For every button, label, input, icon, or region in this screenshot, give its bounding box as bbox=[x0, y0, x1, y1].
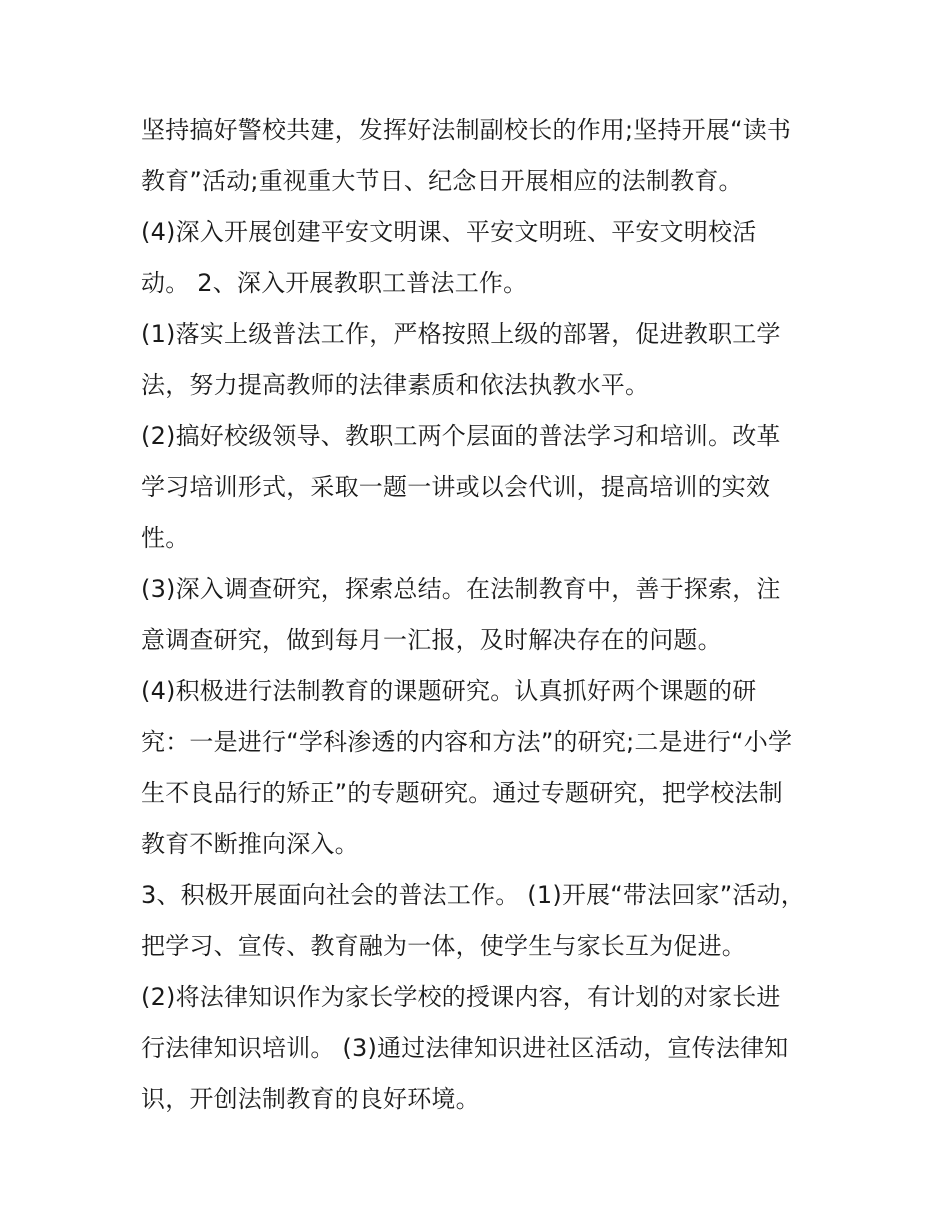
text-line: 识，开创法制教育的良好环境。 bbox=[141, 1085, 480, 1113]
text-line: (1)落实上级普法工作，严格按照上级的部署，促进教职工学 bbox=[141, 320, 781, 348]
text-line: 教育不断推向深入。 bbox=[141, 830, 359, 858]
text-line: (4)深入开展创建平安文明课、平安文明班、平安文明校活 bbox=[141, 218, 757, 246]
text-line: 教育”活动;重视重大节日、纪念日开展相应的法制教育。 bbox=[141, 167, 743, 195]
text-line: 究：一是进行“学科渗透的内容和方法”的研究;二是进行“小学 bbox=[141, 728, 793, 756]
text-line: 性。 bbox=[141, 524, 190, 552]
text-line: 生不良品行的矫正”的专题研究。通过专题研究，把学校法制 bbox=[141, 779, 783, 807]
text-line: (3)深入调查研究，探索总结。在法制教育中，善于探索，注 bbox=[141, 575, 781, 603]
text-line: (2)将法律知识作为家长学校的授课内容，有计划的对家长进 bbox=[141, 983, 781, 1011]
text-line: 坚持搞好警校共建，发挥好法制副校长的作用;坚持开展“读书 bbox=[141, 116, 792, 144]
text-line: (2)搞好校级领导、教职工两个层面的普法学习和培训。改革 bbox=[141, 422, 781, 450]
text-line: 法，努力提高教师的法律素质和依法执教水平。 bbox=[141, 371, 650, 399]
text-line: 学习培训形式，采取一题一讲或以会代训，提高培训的实效 bbox=[141, 473, 771, 501]
text-line: 行法律知识培训。 (3)通过法律知识进社区活动，宣传法律知 bbox=[141, 1034, 789, 1062]
text-line: 3、积极开展面向社会的普法工作。 (1)开展“带法回家”活动， bbox=[141, 881, 805, 909]
document-body bbox=[141, 105, 821, 1125]
text-line: (4)积极进行法制教育的课题研究。认真抓好两个课题的研 bbox=[141, 677, 757, 705]
text-line: 意调查研究，做到每月一汇报，及时解决存在的问题。 bbox=[141, 626, 722, 654]
text-line: 动。 2、深入开展教职工普法工作。 bbox=[141, 269, 528, 297]
text-line: 把学习、宣传、教育融为一体，使学生与家长互为促进。 bbox=[141, 932, 746, 960]
